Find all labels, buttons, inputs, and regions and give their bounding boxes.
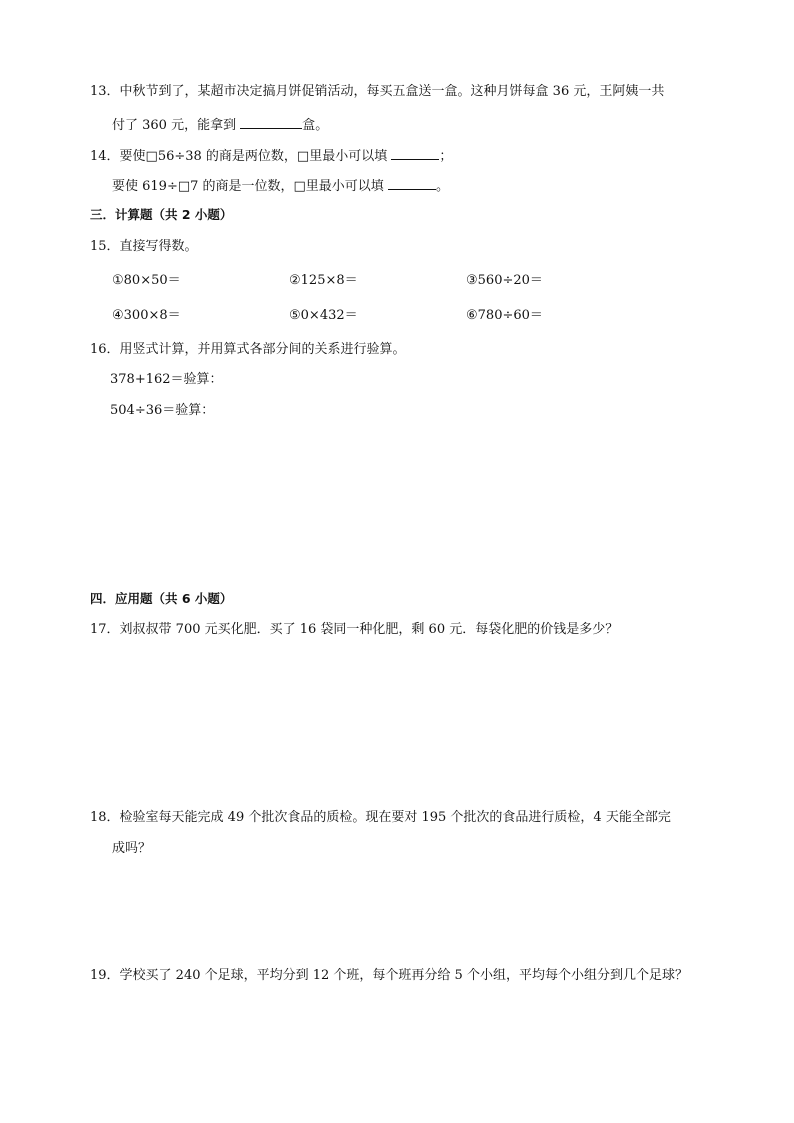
q14-line2-post: 。 [435,179,449,194]
q14-line2-pre: 要使 619÷□7 的商是一位数，□里最小可以填 [112,179,388,194]
q13-line2-post: 盒。 [302,118,329,133]
q15-item-1: ①80×50＝ [112,273,181,288]
q14-answer-blank-1[interactable] [391,146,439,160]
q14-line2 [112,176,449,196]
q13-line2 [112,115,328,135]
q14-answer-blank-2[interactable] [388,176,436,190]
q14-line1 [90,146,452,166]
q15-item-3: ③560÷20＝ [466,273,543,288]
q13-answer-blank[interactable] [240,115,302,129]
q15-item-2: ②125×8＝ [289,273,358,288]
q19-text: 19．学校买了 240 个足球，平均分到 12 个班，每个班再分给 5 个小组，平均每个小组分到几个足球？ [90,968,688,983]
q15-stem: 15．直接写得数。 [90,239,198,254]
q14-line1-post: ； [439,149,453,164]
q14-line1-pre: 14．要使□56÷38 的商是两位数，□里最小可以填 [90,149,392,164]
q18-line2: 成吗？ [112,841,152,856]
section3-title: 三．计算题（共 2 小题） [90,207,233,222]
q16-calc-1: 378+162＝验算： [110,372,223,387]
q15-item-4: ④300×8＝ [112,308,181,323]
q13-line1: 13．中秋节到了，某超市决定搞月饼促销活动，每买五盒送一盒。这种月饼每盒 36 元，王阿姨一共 [90,84,665,99]
q16-calc-2: 504÷36＝验算： [110,403,215,418]
q15-item-5: ⑤0×432＝ [289,308,358,323]
q17-text: 17．刘叔叔带 700 元买化肥．买了 16 袋同一种化肥，剩 60 元．每袋化肥的价钱是多少？ [90,622,619,637]
section4-title: 四．应用题（共 6 小题） [90,591,233,606]
q15-item-6: ⑥780÷60＝ [466,308,543,323]
q18-line1: 18．检验室每天能完成 49 个批次食品的质检。现在要对 195 个批次的食品进行质检，4 天能全部完 [90,810,671,825]
q13-line2-pre: 付了 360 元，能拿到 [112,118,241,133]
q16-stem: 16．用竖式计算，并用算式各部分间的关系进行验算。 [90,342,406,357]
